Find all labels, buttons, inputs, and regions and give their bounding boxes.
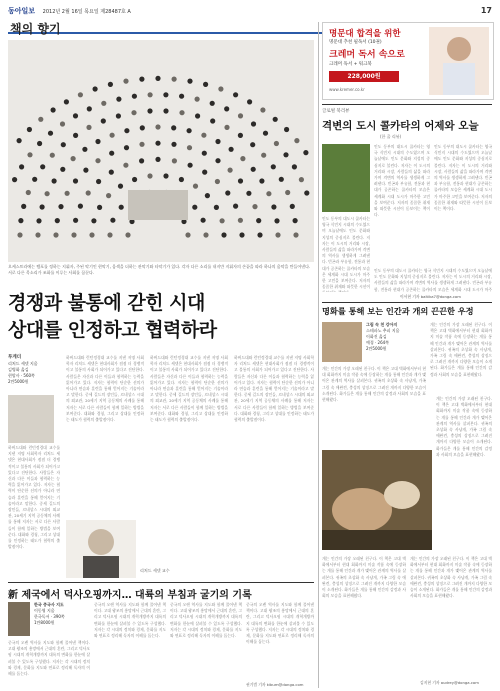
right-book-cover [322,144,370,212]
book-detail-4: 2만5000원 [8,379,29,384]
bottom-book-detail-1: 이동영 지음 [34,608,55,613]
art-book-detail-2: 이화진 옮김 [366,334,387,339]
art-book-info [366,322,426,352]
article-column-3: 하버드대와 런던정경대 교수를 지낸 저명 사회학자 리처드 세넷은 현대사회가 점점 더 경쟁적이고 불통의 사회가 되어가고 있다고 진단한다. 사람들은 자신과 다른 이들과 협력하는 능력을 잃어가고 있다. 저자는 협력이 단순한 선의가 아니라 연습과 훈련을 통해 얻어지는 기술이라고 말한다. 중세 길드의 장인들, 르네상스 시대의 외교관, 20세기 지역 공동체의 사례를 통해 저자는 서로 다른 사람들이 함께 일하는 방법을 보여준다. 대화와 경청, 그리고 상대를 인정하는 태도가 협력의 출발점이다. [150,355,228,423]
article-column-1: 하버드대와 런던정경대 교수를 지낸 저명 사회학자 리처드 세넷은 현대사회가 점점 더 경쟁적이고 불통의 사회가 되어가고 있다고 진단한다. 사람들은 자신과 다른 이들과 협력하는 능력을 잃어가고 있다. 저자는 협력이 단순한 선의가 아니라 연습과 훈련을 통해 얻어지는 기술이라고 말한다. 중세 길드의 장인들, 르네상스 시대의 외교관, 20세기 지역 공동체의 사례를 통해 저자는 서로 다른 사람들이 함께 일하는 방법을 보여준다. 대화와 경청, 그리고 상대를 인정하는 태도가 협력의 출발점이다. [8,445,60,550]
art-column-1: 개는 인간의 가장 오래된 친구다. 이 책은 고대 벽화에서부터 현대 회화까지 미술 작품 속에 등장하는 개를 통해 인간과 개가 맺어온 관계의 역사를 살펴본다. 귀족의 초상화 속 사냥개, 가족 그림 속 애완견, 충성의 상징으로 그려진 개까지 다양한 모습이 소개된다. 화가들은 개를 통해 인간의 감정과 사회의 모습을 표현해왔다. [430,322,492,377]
newspaper-logo: 동아일보 [8,7,36,15]
ad-line-3: 크레머 독서 속으로 [329,50,405,60]
right-byline: (한 줄 리뷰) [380,134,402,139]
photo-credit: 리처드 세넷 교수 [140,568,170,573]
page-number: 17 [480,6,492,15]
right-kicker: 글로벌 북리뷰 [322,109,350,114]
right-column-1: 인도 동부의 대도시 콜카타는 영국 식민지 시대의 수도였으며 오늘날에도 인도 문화와 지성의 중심지로 불린다. 저자는 이 도시의 거리와 시장, 사람들의 삶을 따라가며 격변의 역사를 생생하게 그려낸다. 빈곤과 부유함, 전통과 현대가 공존하는 콜카타의 모습은 세계화 시대 도시가 마주한 고민을 보여준다. 저자의 꼼꼼한 취재와 따뜻한 시선이 돋보이는 책이다. [374,144,430,218]
author-photo [66,520,136,578]
article-column-4: 하버드대와 런던정경대 교수를 지낸 저명 사회학자 리처드 세넷은 현대사회가 점점 더 경쟁적이고 불통의 사회가 되어가고 있다고 진단한다. 사람들은 자신과 다른 이들과 협력하는 능력을 잃어가고 있다. 저자는 협력이 단순한 선의가 아니라 연습과 훈련을 통해 얻어지는 기술이라고 말한다. 중세 길드의 장인들, 르네상스 시대의 외교관, 20세기 지역 공동체의 사례를 통해 저자는 서로 다른 사람들이 함께 일하는 방법을 보여준다. 대화와 경청, 그리고 상대를 인정하는 태도가 협력의 출발점이다. [234,355,314,423]
art-book-cover [322,322,362,362]
bottom-book-info [34,602,90,626]
art-column-2: 개는 인간의 가장 오래된 친구다. 이 책은 고대 벽화에서부터 현대 회화까지 미술 작품 속에 등장하는 개를 통해 인간과 개가 맺어온 관계의 역사를 살펴본다. 귀족의 초상화 속 사냥개, 가족 그림 속 애완견, 충성의 상징으로 그려진 개까지 다양한 모습이 소개된다. 화가들은 개를 통해 인간의 감정과 사회의 모습을 표현해왔다. [322,366,426,403]
right-column-2: 인도 동부의 대도시 콜카타는 영국 식민지 시대의 수도였으며 오늘날에도 인도 문화와 지성의 중심지로 불린다. 저자는 이 도시의 거리와 시장, 사람들의 삶을 따라가며 격변의 역사를 생생하게 그려낸다. 빈곤과 부유함, 전통과 현대가 공존하는 콜카타의 모습은 세계화 시대 도시가 마주한 고민을 보여준다. 저자의 꼼꼼한 취재와 따뜻한 시선이 돋보이는 책이다. [434,144,492,212]
main-headline [8,290,314,344]
column-divider [318,22,319,688]
book-detail-2: 김병화 옮김 [8,367,29,372]
art-column-5: 개는 인간의 가장 오래된 친구다. 이 책은 고대 벽화에서부터 현대 회화까지 미술 작품 속에 등장하는 개를 통해 인간과 개가 맺어온 관계의 역사를 살펴본다. 귀족의 초상화 속 사냥개, 가족 그림 속 애완견, 충성의 상징으로 그려진 개까지 다양한 모습이 소개된다. 화가들은 개를 통해 인간의 감정과 사회의 모습을 표현해왔다. [410,556,492,599]
headline-line-1: 경쟁과 불통에 갇힌 시대 [8,292,205,314]
ad-line-4: 크레머 독서 + 워크북 [329,62,372,67]
ad-site: www.kremer.co.kr [329,87,365,92]
bottom-column-2: 중국의 오랜 역사를 지도와 함께 풀어낸 책이다. 고대 왕조의 흥망에서 근대의 혼란, 그리고 덕사오핑 시대의 개혁개방까지 대륙의 변화를 한눈에 살펴볼 수 있도록 구성했다. 저자는 각 시대의 정치와 경제, 문화를 지도와 연표로 정리해 독자의 이해를 돕는다. [94,602,166,639]
art-headline: 명화를 통해 보는 인간과 개의 끈끈한 우정 [322,306,474,316]
article-column-2: 하버드대와 런던정경대 교수를 지낸 저명 사회학자 리처드 세넷은 현대사회가 점점 더 경쟁적이고 불통의 사회가 되어가고 있다고 진단한다. 사람들은 자신과 다른 이들과 협력하는 능력을 잃어가고 있다. 저자는 협력이 단순한 선의가 아니라 연습과 훈련을 통해 얻어지는 기술이라고 말한다. 중세 길드의 장인들, 르네상스 시대의 외교관, 20세기 지역 공동체의 사례를 통해 저자는 서로 다른 사람들이 함께 일하는 방법을 보여준다. 대화와 경청, 그리고 상대를 인정하는 태도가 협력의 출발점이다. [66,355,144,423]
art-book-detail-3: 예경 · 264쪽 [366,340,390,345]
bottom-headline: 新 제국에서 덕사오핑까지… 대륙의 부침과 굴기의 기록 [8,590,252,601]
headline-line-2: 상대를 인정하고 협력하라 [8,319,217,341]
advertisement[interactable] [322,22,494,100]
book-cover [8,395,54,443]
painting-image [322,450,432,550]
ad-price: 228,000원 [329,71,399,82]
bottom-book-detail-3: 1만8000원 [34,620,55,625]
right-headline: 격변의 도시 콜카타의 어제와 오늘 [322,120,479,132]
right-column-0: 인도 동부의 대도시 콜카타는 영국 식민지 시대의 수도였으며 오늘날에도 인도 문화와 지성의 중심지로 불린다. 저자는 이 도시의 거리와 시장, 사람들의 삶을 따라가며 격변의 역사를 생생하게 그려낸다. 빈곤과 부유함, 전통과 현대가 공존하는 콜카타의 모습은 세계화 시대 도시가 마주한 고민을 보여준다. 저자의 꼼꼼한 취재와 따뜻한 시선이 [322,216,370,290]
book-title: 투게더 [8,355,22,360]
bottom-column-1: 중국의 오랜 역사를 지도와 함께 풀어낸 책이다. 고대 왕조의 흥망에서 근대의 혼란, 그리고 덕사오핑 시대의 개혁개방까지 대륙의 변화를 한눈에 살펴볼 수 있도록 구성했다. 저자는 각 시대의 정치와 경제, 문화를 지도와 연표로 정리해 독자의 이해를 돕는다. [8,640,90,677]
ad-line-2: 명문대 추천 필독서 (10권) [329,40,382,45]
right-reporter: 이서현 기자 baltika7@donga.com [400,294,461,299]
book-detail-1: 리처드 세넷 지음 [8,361,38,366]
art-column-3: 개는 인간의 가장 오래된 친구다. 이 책은 고대 벽화에서부터 현대 회화까지 미술 작품 속에 등장하는 개를 통해 인간과 개가 맺어온 관계의 역사를 살펴본다. 귀족의 초상화 속 사냥개, 가족 그림 속 애완견, 충성의 상징으로 그려진 개까지 다양한 모습이 소개된다. 화가들은 개를 통해 인간의 감정과 사회의 모습을 표현해왔다. [436,396,492,457]
bottom-column-3: 중국의 오랜 역사를 지도와 함께 풀어낸 책이다. 고대 왕조의 흥망에서 근대의 혼란, 그리고 덕사오핑 시대의 개혁개방까지 대륙의 변화를 한눈에 살펴볼 수 있도록 구성했다. 저자는 각 시대의 정치와 경제, 문화를 지도와 연표로 정리해 독자의 이해를 돕는다. [170,602,242,639]
right-column-3: 인도 동부의 대도시 콜카타는 영국 식민지 시대의 수도였으며 오늘날에도 인도 문화와 지성의 중심지로 불린다. 저자는 이 도시의 거리와 시장, 사람들의 삶을 따라가며 격변의 역사를 생생하게 그려낸다. 빈곤과 부유함, 전통과 현대가 공존하는 콜카타의 모습은 세계화 시대 도시가 마주 [374,268,492,292]
bottom-book-cover [8,602,30,636]
orchestra-photo [8,40,314,262]
section-title: 책의 향기 [10,22,61,36]
art-book-detail-4: 2만5000원 [366,346,387,351]
book-detail-3: 현암사 · 560쪽 [8,373,35,378]
bottom-column-4: 중국의 오랜 역사를 지도와 함께 풀어낸 책이다. 고대 왕조의 흥망에서 근대의 혼란, 그리고 덕사오핑 시대의 개혁개방까지 대륙의 변화를 한눈에 살펴볼 수 있도록 구성했다. 저자는 각 시대의 정치와 경제, 문화를 지도와 연표로 정리해 독자의 이해를 돕는다. [246,602,314,645]
art-reporter: 김지현 기자 audrey@donga.com [420,680,479,685]
bottom-reporter: 권기범 기자 kibum@donga.com [246,682,304,687]
bottom-book-title: 한국 중국사 지도 [34,602,64,607]
masthead [8,6,492,18]
bottom-book-detail-2: 한국독서 · 390쪽 [34,614,65,619]
photo-caption: 오케스트라에는 템포를 정하는 지휘자, 주된 악기인 현악기, 음색을 더하는 관악기와 타악기가 있다. 각자 다른 소리를 내지만 지휘자의 손끝을 따라 하나의 음악을 만들어낸다. 서로 다른 목소리가 조화를 이루는 사회를 꿈꾼다. [8,264,311,275]
ad-model-photo [429,27,489,95]
art-book-detail-1: 스테파노 추피 지음 [366,328,400,333]
issue-date: 2012년 2월 16일 목요일 제28487호 A [42,9,131,15]
art-column-4: 개는 인간의 가장 오래된 친구다. 이 책은 고대 벽화에서부터 현대 회화까지 미술 작품 속에 등장하는 개를 통해 인간과 개가 맺어온 관계의 역사를 살펴본다. 귀족의 초상화 속 사냥개, 가족 그림 속 애완견, 충성의 상징으로 그려진 개까지 다양한 모습이 소개된다. 화가들은 개를 통해 인간의 감정과 사회의 모습을 표현해왔다. [322,556,406,599]
ad-line-1: 명문대 합격을 위한 [329,29,401,39]
art-book-title: 그림 속 천 강아지 [366,322,398,327]
